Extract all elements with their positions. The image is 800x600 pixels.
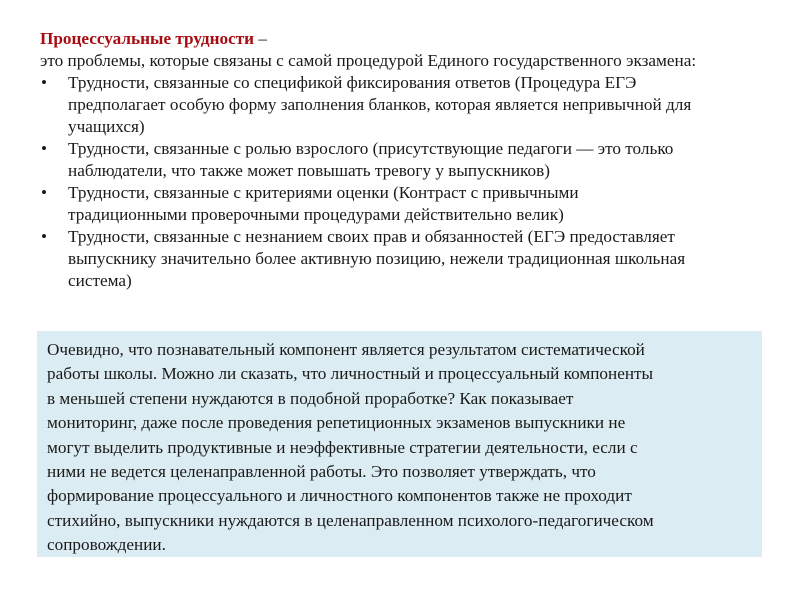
callout-line: могут выделить продуктивные и неэффективные стратегии деятельности, если с <box>47 437 638 457</box>
bullet-line: предполагает особую форму заполнения бланков, которая является непривычной для <box>68 95 692 114</box>
bullet-line: Трудности, связанные с критериями оценки (Контраст с привычными <box>68 183 579 202</box>
bullet-icon: • <box>41 183 48 202</box>
bullet-line: наблюдатели, что также может повышать тревогу у выпускников) <box>68 161 550 180</box>
callout-line: в меньшей степени нуждаются в подобной проработке? Как показывает <box>47 388 574 408</box>
bullet-icon: • <box>41 139 48 158</box>
bullet-item <box>40 226 780 292</box>
difficulties-section <box>40 28 780 292</box>
bullet-item <box>40 138 780 182</box>
bullet-line: Трудности, связанные со спецификой фиксирования ответов (Процедура ЕГЭ <box>68 73 637 92</box>
callout-line: ними не ведется целенаправленной работы. Это позволяет утверждать, что <box>47 462 596 482</box>
bullet-line: Трудности, связанные с незнанием своих прав и обязанностей (ЕГЭ предоставляет <box>68 227 675 246</box>
bullet-line: традиционными проверочными процедурами действительно велик) <box>68 205 564 224</box>
callout-line: формирование процессуального и личностного компонентов также не проходит <box>47 486 632 506</box>
intro-text: это проблемы, которые связаны с самой процедурой Единого государственного экзамена: <box>40 51 697 70</box>
heading-dash: – <box>254 29 267 48</box>
callout-box <box>37 331 762 557</box>
heading-line <box>40 28 780 50</box>
bullet-item <box>40 72 780 138</box>
bullet-line: Трудности, связанные с ролью взрослого (присутствующие педагоги — это только <box>68 139 674 158</box>
callout-line: сопровождении. <box>47 535 166 555</box>
callout-line: работы школы. Можно ли сказать, что личностный и процессуальный компоненты <box>47 364 654 384</box>
callout-line: стихийно, выпускники нуждаются в целенаправленном психолого-педагогическом <box>47 510 654 530</box>
bullet-line: учащихся) <box>68 117 145 136</box>
bullet-line: выпускнику значительно более активную позицию, нежели традиционная школьная <box>68 249 686 268</box>
callout-line: мониторинг, даже после проведения репетиционных экзаменов выпускники не <box>47 413 626 433</box>
bullet-item <box>40 182 780 226</box>
bullet-line: система) <box>68 271 132 290</box>
bullet-icon: • <box>41 227 48 246</box>
bullet-icon: • <box>41 73 48 92</box>
section-heading: Процессуальные трудности <box>40 29 255 48</box>
bullet-list <box>40 72 780 292</box>
callout-line: Очевидно, что познавательный компонент является результатом систематической <box>47 340 645 359</box>
